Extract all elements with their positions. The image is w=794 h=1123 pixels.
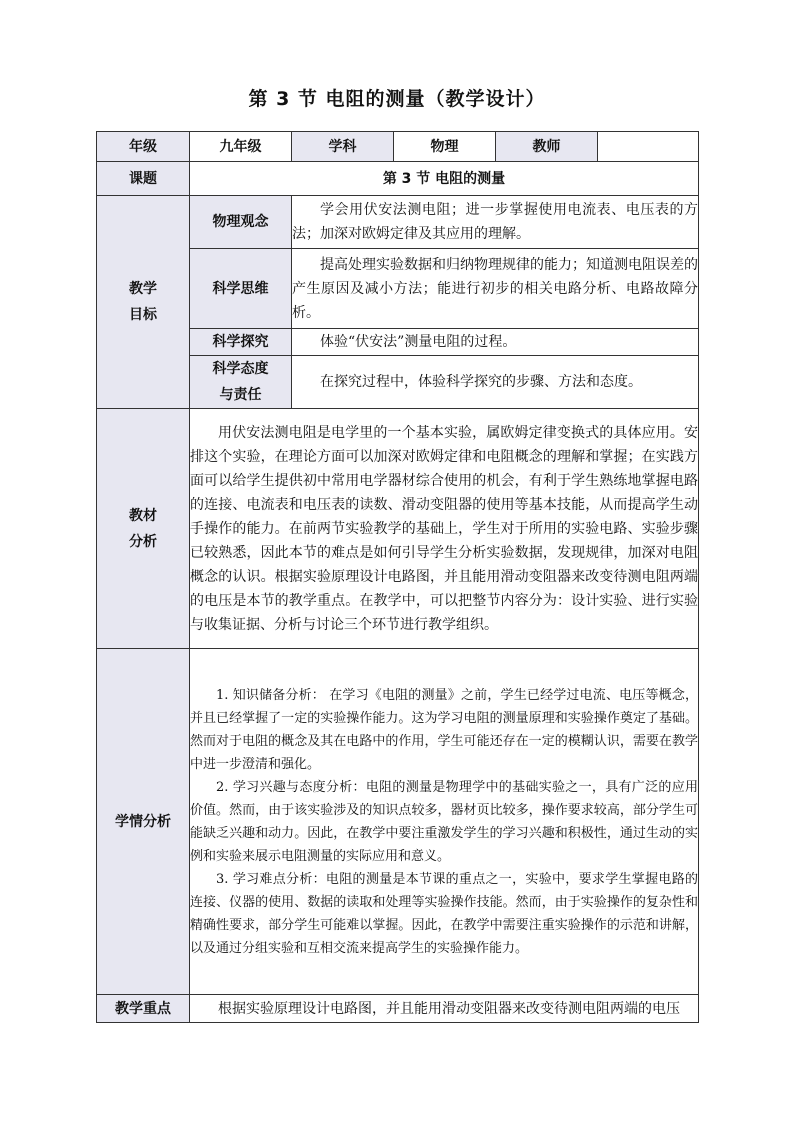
objective-text-physics-concept: 学会用伏安法测电阻；进一步掌握使用电流表、电压表的方法；加深对欧姆定律及其应用的理解。 <box>292 196 699 249</box>
topic-value: 第 3 节 电阻的测量 <box>190 162 699 196</box>
learner-paragraph-difficulty: 3. 学习难点分析：电阻的测量是本节课的重点之一，实验中，要求学生掌握电路的连接、仪器的使用、数据的读取和处理等实验操作技能。然而，由于实验操作的复杂性和精确性要求，部分学生可能难以掌握。因此，在教学中需要注重实验操作的示范和讲解，以及通过分组实验和互相交流来提高学生的实验操作能力。 <box>190 871 698 956</box>
learner-paragraph-knowledge: 1. 知识储备分析： 在学习《电阻的测量》之前，学生已经学过电流、电压等概念，并且已经掌握了一定的实验操作能力。这为学习电阻的测量原理和实验操作奠定了基础。然而对于电阻的概念及其在电路中的作用，学生可能还存在一定的模糊认识，需要在教学中进一步澄清和强化。 <box>190 687 698 772</box>
key-point-text: 根据实验原理设计电路图，并且能用滑动变阻器来改变待测电阻两端的电压 <box>190 995 699 1023</box>
objectives-label-line1: 教学 <box>129 281 157 297</box>
key-point-label: 教学重点 <box>97 995 190 1023</box>
grade-label: 年级 <box>97 132 190 162</box>
learner-analysis-body <box>190 649 699 995</box>
subject-value: 物理 <box>394 132 496 162</box>
textbook-analysis-label-line2: 分析 <box>129 533 157 550</box>
objective-text-scientific-thinking: 提高处理实验数据和归纳物理规律的能力；知道测电阻误差的产生原因及减小方法；能进行初步的相关电路分析、电路故障分析。 <box>292 249 699 329</box>
objectives-label <box>97 196 190 409</box>
objective-label-attitude-line1: 科学态度 <box>212 361 269 377</box>
textbook-analysis-label <box>97 409 190 649</box>
key-point-row <box>97 995 699 1023</box>
objective-label-attitude-line2: 与责任 <box>219 387 262 403</box>
learner-paragraph-interest: 2. 学习兴趣与态度分析：电阻的测量是物理学中的基础实验之一，具有广泛的应用价值。然而，由于该实验涉及的知识点较多，器材页比较多，操作要求较高，部分学生可能缺乏兴趣和动力。因此，在教学中要注重激发学生的学习兴趣和积极性，通过生动的实例和实验来展示电阻测量的实际应用和意义。 <box>190 779 698 864</box>
objective-text-attitude: 在探究过程中，体验科学探究的步骤、方法和态度。 <box>292 356 699 409</box>
objective-label-scientific-thinking: 科学思维 <box>190 249 292 329</box>
textbook-analysis-row <box>97 409 699 649</box>
objective-label-physics-concept: 物理观念 <box>190 196 292 249</box>
learner-analysis-label: 学情分析 <box>97 649 190 995</box>
topic-label: 课题 <box>97 162 190 196</box>
lesson-plan-table <box>96 131 699 1023</box>
grade-value: 九年级 <box>190 132 292 162</box>
topic-row <box>97 162 699 196</box>
objective-row-physics-concept <box>97 196 699 249</box>
teacher-label: 教师 <box>496 132 598 162</box>
header-row <box>97 132 699 162</box>
textbook-analysis-label-line1: 教材 <box>129 507 157 524</box>
objective-label-attitude <box>190 356 292 409</box>
learner-analysis-row <box>97 649 699 995</box>
teacher-value <box>598 132 699 162</box>
objective-text-scientific-inquiry: 体验“伏安法”测量电阻的过程。 <box>292 329 699 356</box>
subject-label: 学科 <box>292 132 394 162</box>
document-title: 第 3 节 电阻的测量（教学设计） <box>248 88 546 110</box>
textbook-analysis-text: 用伏安法测电阻是电学里的一个基本实验，属欧姆定律变换式的具体应用。安排这个实验，在理论方面可以加深对欧姆定律和电阻概念的理解和掌握；在实践方面可以给学生提供初中常用电学器材综合使用的机会，有利于学生熟练地掌握电路的连接、电流表和电压表的读数、滑动变阻器的使用等基本技能，从而提高学生动手操作的能力。在前两节实验教学的基础上，学生对于所用的实验电路、实验步骤已较熟悉，因此本节的难点是如何引导学生分析实验数据，发现规律，加深对电阻概念的认识。根据实验原理设计电路图，并且能用滑动变阻器来改变待测电阻两端的电压是本节的教学重点。在教学中，可以把整节内容分为：设计实验、进行实验与收集证据、分析与讨论三个环节进行教学组织。 <box>190 409 699 649</box>
objectives-label-line2: 目标 <box>129 307 157 323</box>
objective-label-scientific-inquiry: 科学探究 <box>190 329 292 356</box>
